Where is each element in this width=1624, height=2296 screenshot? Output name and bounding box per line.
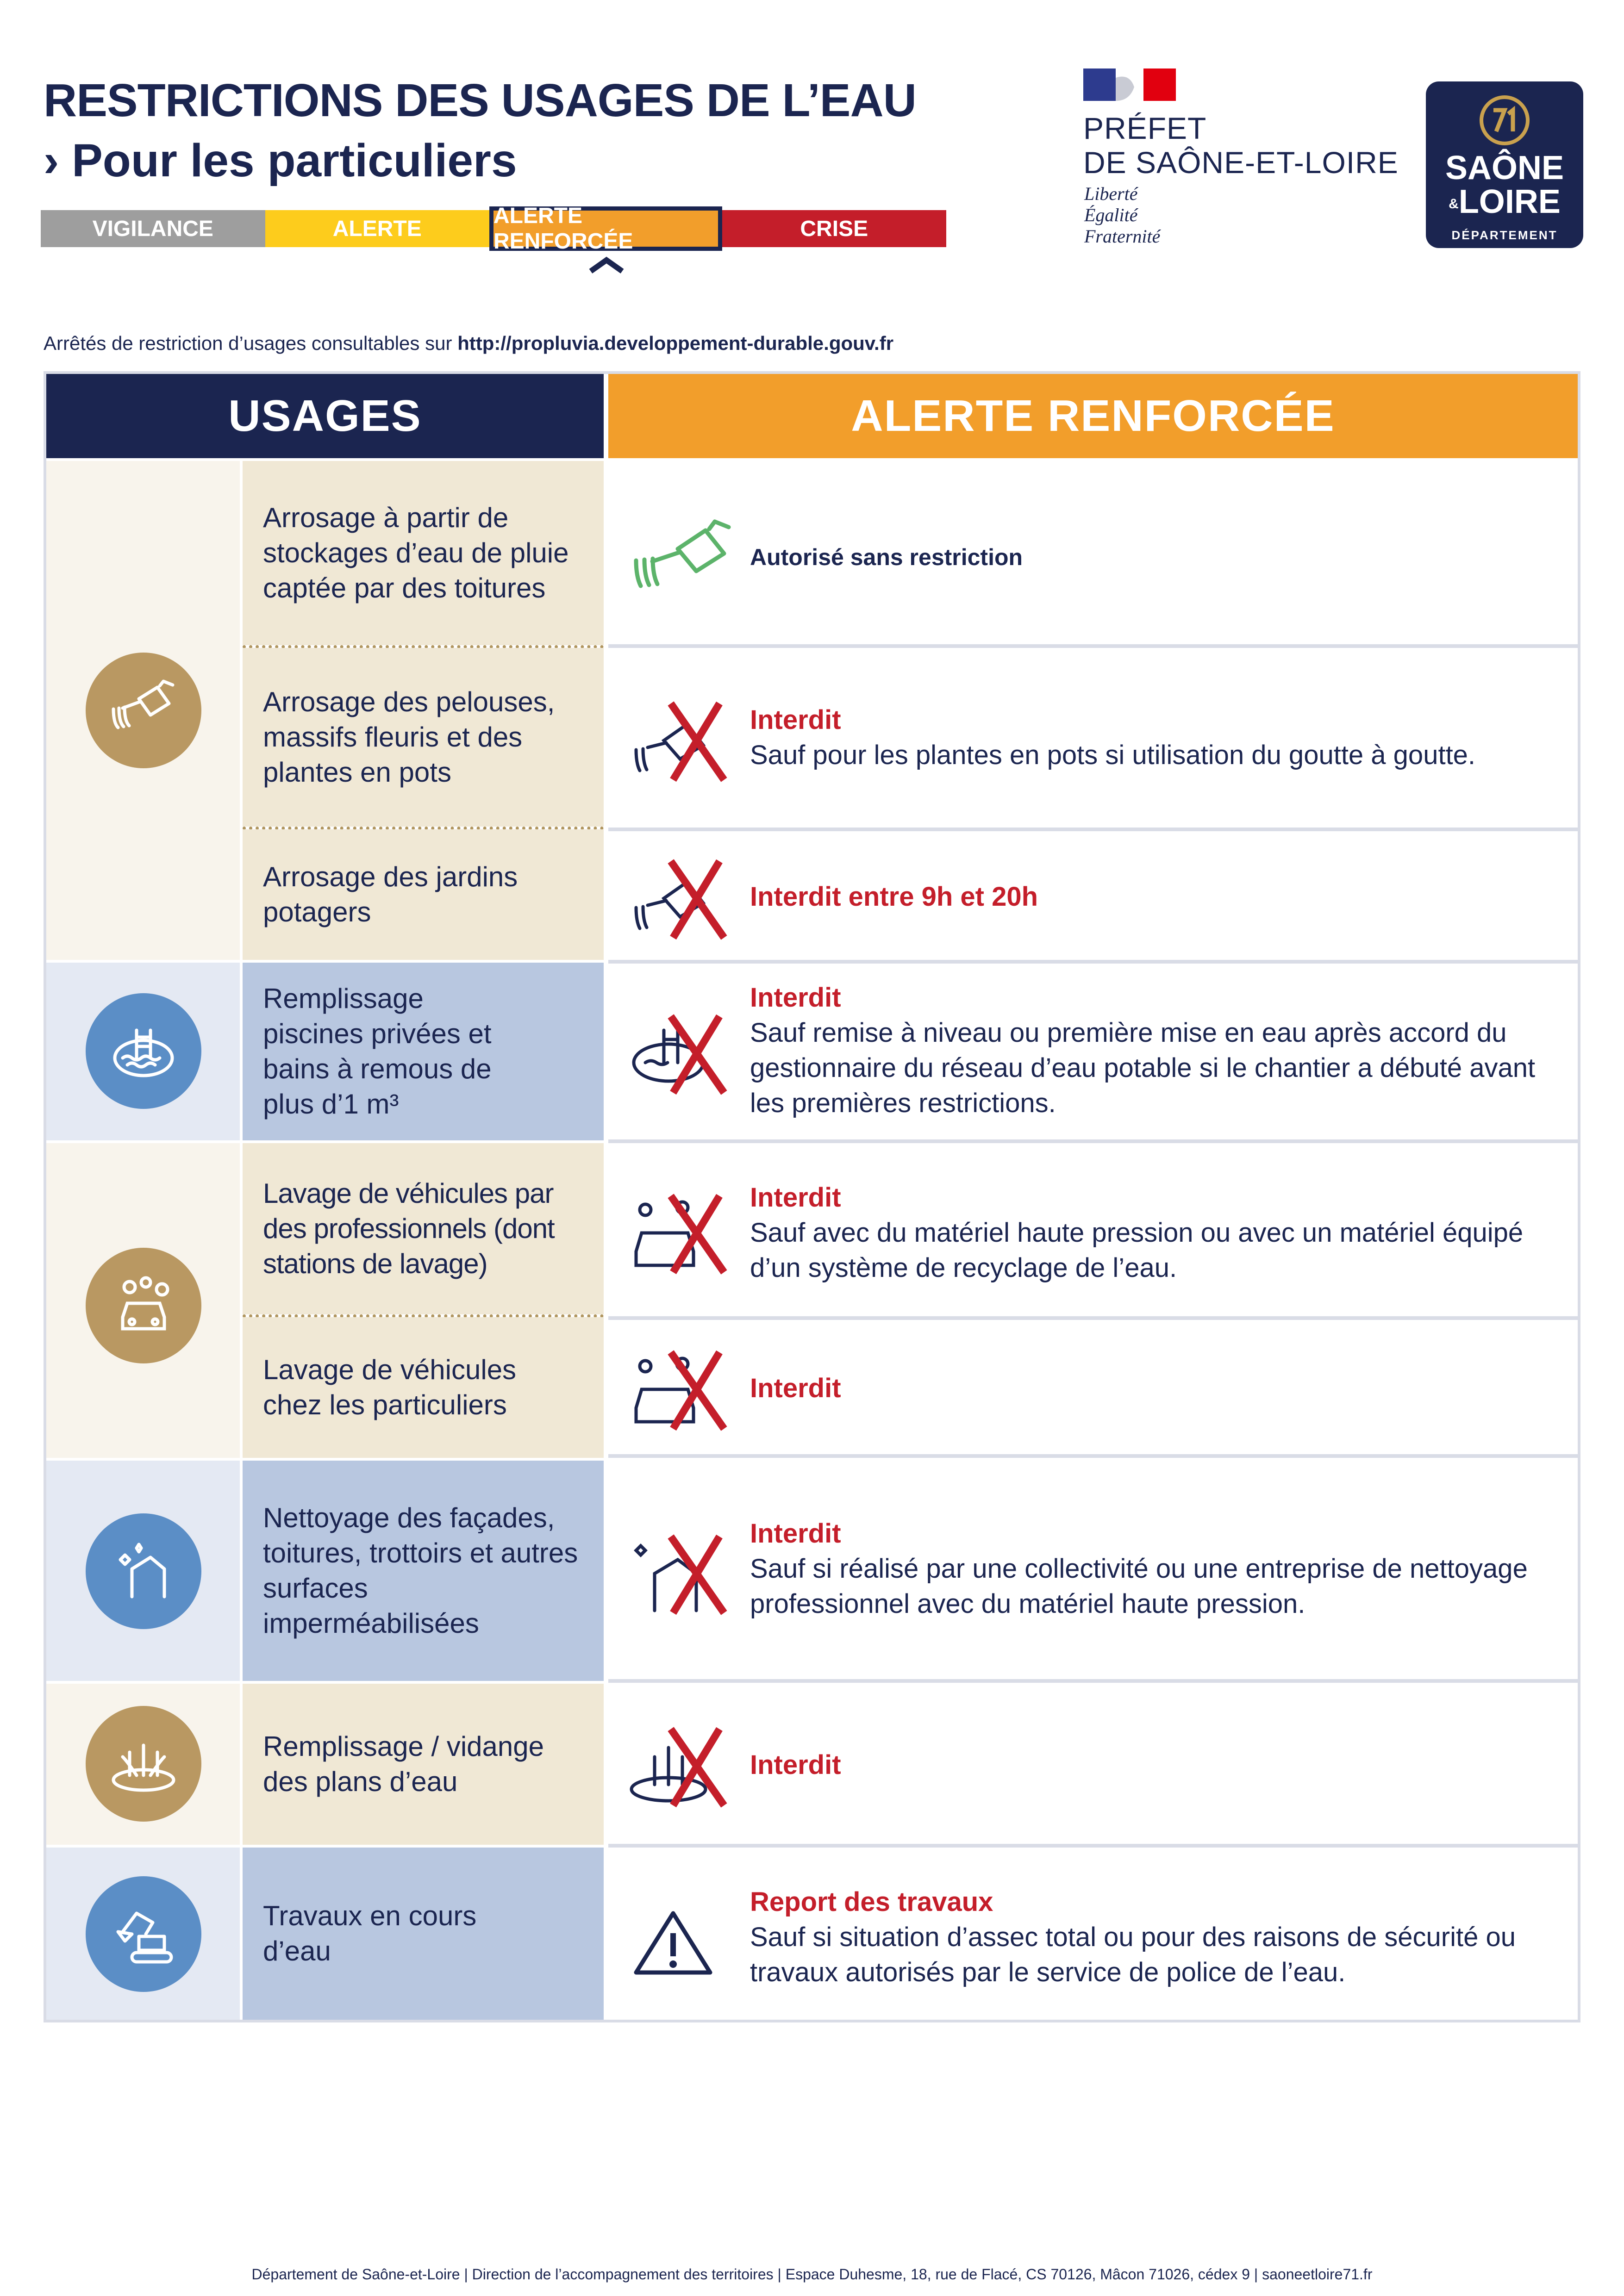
status-row bbox=[608, 1320, 1578, 1458]
prefet-logo-text: PRÉFET DE SAÔNE-ET-LOIRE bbox=[1083, 111, 1399, 180]
status-text: Autorisé sans restriction bbox=[750, 544, 1023, 570]
status-row bbox=[608, 964, 1578, 1143]
status-row bbox=[608, 1458, 1578, 1683]
forbidden-cleaning-icon bbox=[627, 1532, 743, 1615]
level-vigilance: VIGILANCE bbox=[41, 210, 265, 247]
forbidden-car-wash-icon bbox=[627, 1191, 743, 1275]
status-text: Interdit Sauf si réalisé par une collectivité ou une entreprise de nettoyage professionnel avec du matériel haute pression. bbox=[750, 1518, 1528, 1619]
status-row bbox=[608, 1848, 1578, 2020]
column-header-usages: USAGES bbox=[46, 374, 604, 458]
status-text: Interdit bbox=[750, 1750, 841, 1780]
republic-motto: Liberté Égalité Fraternité bbox=[1084, 183, 1161, 247]
level-crise: CRISE bbox=[722, 210, 947, 247]
status-text: Interdit Sauf avec du matériel haute pression ou avec un matériel équipé d’un système de recyclage de l’eau. bbox=[750, 1182, 1524, 1283]
status-text: Interdit Sauf pour les plantes en pots si utilisation du goutte à goutte. bbox=[750, 705, 1476, 770]
usage-cell: Nettoyage des façades, toitures, trottoirs et autres surfaces imperméabilisées bbox=[243, 1461, 604, 1681]
status-row bbox=[608, 1683, 1578, 1848]
watering-can-icon bbox=[86, 653, 201, 768]
propluvia-link[interactable]: http://propluvia.developpement-durable.gouv.fr bbox=[457, 332, 894, 354]
status-row bbox=[608, 648, 1578, 831]
forbidden-watering-icon bbox=[627, 699, 743, 782]
page-title: RESTRICTIONS DES USAGES DE L’EAU bbox=[44, 75, 916, 126]
usage-cell: Travaux en cours d’eau bbox=[243, 1848, 604, 2020]
status-text: Interdit bbox=[750, 1373, 841, 1403]
page-subtitle: › Pour les particuliers bbox=[44, 135, 517, 187]
alert-level-bar bbox=[41, 204, 946, 254]
usage-cell: Lavage de véhicules par des professionnels (dont stations de lavage) bbox=[243, 1143, 604, 1314]
forbidden-pond-icon bbox=[627, 1724, 743, 1808]
departement-logo: SAÔNE &LOIRE DÉPARTEMENT bbox=[1426, 81, 1583, 248]
marianne-flag-icon bbox=[1083, 68, 1176, 101]
status-row bbox=[608, 831, 1578, 964]
status-row bbox=[608, 1143, 1578, 1320]
watering-can-icon bbox=[627, 514, 743, 593]
warning-icon bbox=[627, 1908, 719, 1977]
column-header-alerte-renforcee: ALERTE RENFORCÉE bbox=[608, 374, 1578, 458]
forbidden-car-wash-icon bbox=[627, 1348, 743, 1431]
footer: Département de Saône-et-Loire | Direction de l’accompagnement des territoires | Espace Duhesme, 18, rue de Flacé, CS 70126, Mâcon 71026, cédex 9 | saoneetloire71.fr bbox=[251, 2266, 1373, 2283]
usage-cell: Arrosage à partir de stockages d’eau de pluie captée par des toitures bbox=[243, 461, 604, 645]
level-alerte: ALERTE bbox=[265, 210, 490, 247]
usage-cell: Remplissage / vidange des plans d’eau bbox=[243, 1684, 604, 1845]
departement-71-icon bbox=[1478, 93, 1531, 147]
usage-cell: Arrosage des jardins potagers bbox=[243, 829, 604, 960]
usage-cell: Arrosage des pelouses, massifs fleuris et des plantes en pots bbox=[243, 648, 604, 827]
house-cleaning-icon bbox=[86, 1513, 201, 1629]
excavator-icon bbox=[86, 1876, 201, 1992]
arretes-info: Arrêtés de restriction d’usages consultables sur http://propluvia.developpement-durable.gouv.fr bbox=[44, 332, 894, 354]
usage-cell: Lavage de véhicules chez les particuliers bbox=[243, 1317, 604, 1458]
status-text: Interdit entre 9h et 20h bbox=[750, 882, 1038, 912]
status-row bbox=[608, 461, 1578, 648]
usage-cell: Remplissage piscines privées et bains à remous de plus d’1 m³ bbox=[243, 963, 604, 1140]
forbidden-pool-icon bbox=[627, 1012, 743, 1095]
chevron-up-icon bbox=[588, 255, 625, 274]
pond-icon bbox=[86, 1706, 201, 1822]
car-wash-icon bbox=[86, 1248, 201, 1363]
level-alerte-renforcee: ALERTE RENFORCÉE bbox=[489, 206, 722, 251]
status-text: Interdit Sauf remise à niveau ou première mise en eau après accord du gestionnaire du réseau d’eau potable si le chantier a débuté avant les premières restrictions. bbox=[750, 983, 1536, 1118]
pool-icon bbox=[86, 993, 201, 1109]
status-text: Report des travaux Sauf si situation d’assec total ou pour des raisons de sécurité ou travaux autorisés par le service de police de l’eau. bbox=[750, 1887, 1516, 1987]
forbidden-watering-icon bbox=[627, 857, 743, 940]
